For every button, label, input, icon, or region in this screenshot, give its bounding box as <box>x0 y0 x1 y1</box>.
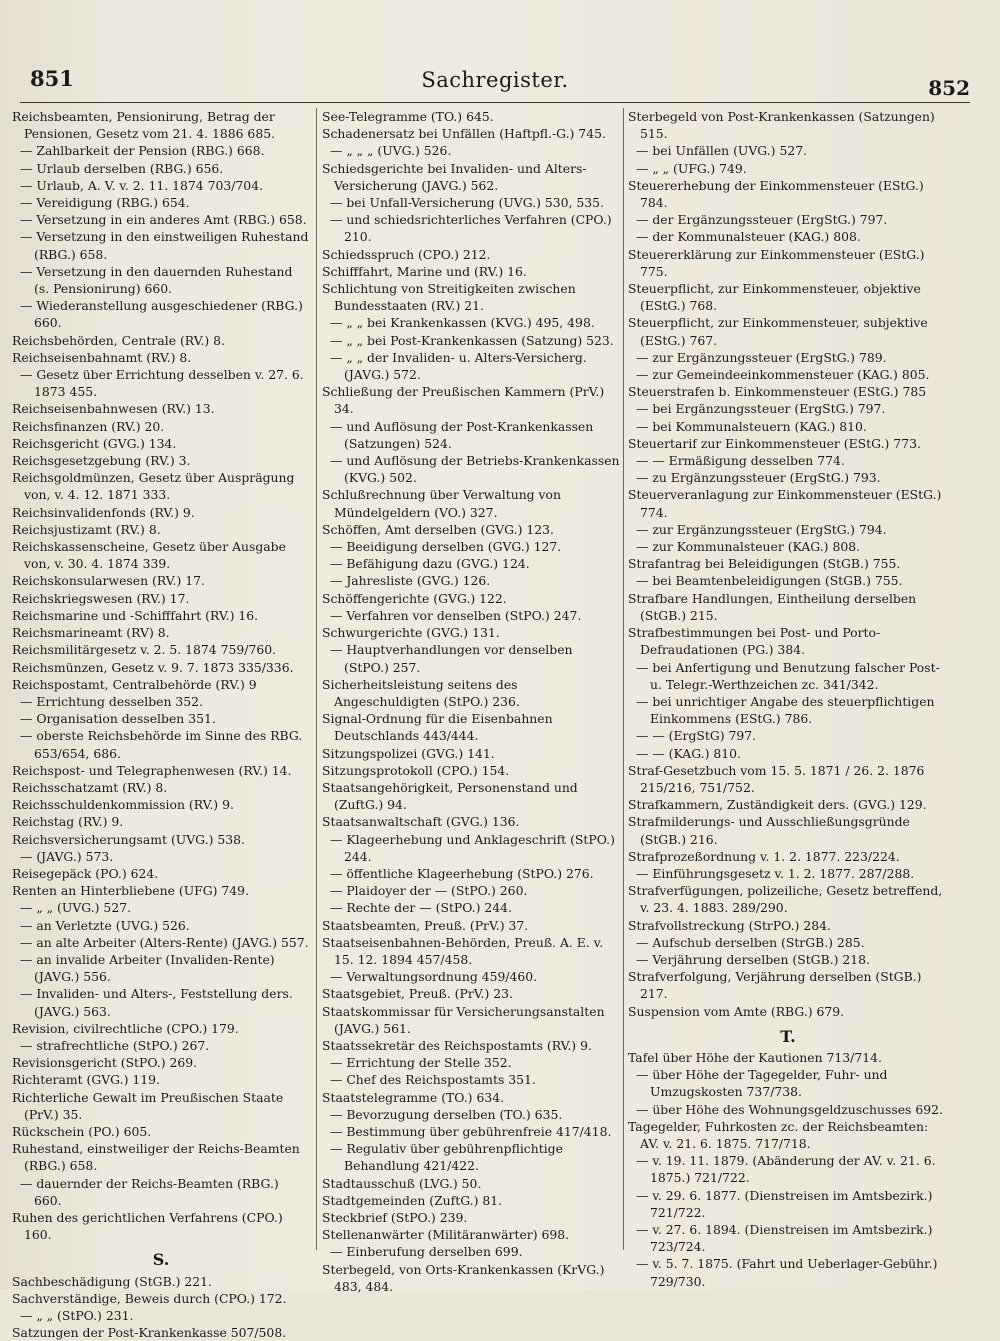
index-entry: Reichsmünzen, Gesetz v. 9. 7. 1873 335/336. <box>12 659 294 675</box>
index-subentry: — und Auflösung der Betriebs-Krankenkassen (KVG.) 502. <box>330 453 620 486</box>
index-subentry: — Organisation desselben 351. <box>20 711 216 727</box>
index-entry: Strafprozeßordnung v. 1. 2. 1877. 223/224. <box>628 848 900 864</box>
index-subentry: — v. 27. 6. 1894. (Dienstreisen im Amtsbezirk.) 723/724. <box>636 1222 933 1255</box>
index-subentry: — Jahresliste (GVG.) 126. <box>330 573 491 589</box>
index-subentry: — Gesetz über Errichtung desselben v. 27. 6. 1873 455. <box>20 367 304 400</box>
index-entry: Richteramt (GVG.) 119. <box>12 1072 160 1088</box>
column-divider <box>623 108 624 1250</box>
index-subentry: — „ „ (UFG.) 749. <box>636 160 747 176</box>
index-entry: Reichsgoldmünzen, Gesetz über Ausprägung von, v. 4. 12. 1871 333. <box>12 470 295 503</box>
index-entry: Revisionsgericht (StPO.) 269. <box>12 1055 198 1071</box>
index-entry: Revision, civilrechtliche (CPO.) 179. <box>12 1020 239 1036</box>
index-column-left <box>12 108 310 1341</box>
index-subentry: — öffentliche Klageerhebung (StPO.) 276. <box>330 865 594 881</box>
index-entry: Staatssekretär des Reichspostamts (RV.) 9. <box>322 1037 592 1053</box>
index-entry: Reichsgesetzgebung (RV.) 3. <box>12 453 191 469</box>
index-subentry: — an Verletzte (UVG.) 526. <box>20 917 190 933</box>
index-entry: Reichskassenscheine, Gesetz über Ausgabe von, v. 30. 4. 1874 339. <box>12 539 286 572</box>
index-entry: Reisegepäck (PO.) 624. <box>12 865 159 881</box>
index-entry: Suspension vom Amte (RBG.) 679. <box>628 1003 845 1019</box>
index-subentry: — und schiedsrichterliches Verfahren (CPO.) 210. <box>330 212 612 245</box>
index-subentry: — strafrechtliche (StPO.) 267. <box>20 1037 210 1053</box>
index-entry: Stellenanwärter (Militäranwärter) 698. <box>322 1227 570 1243</box>
index-subentry: — „ „ bei Krankenkassen (KVG.) 495, 498. <box>330 315 595 331</box>
index-entry: Reichsinvalidenfonds (RV.) 9. <box>12 504 195 520</box>
index-subentry: — „ „ (StPO.) 231. <box>20 1308 134 1324</box>
index-entry: Stadtgemeinden (ZuftG.) 81. <box>322 1192 503 1208</box>
index-subentry: — dauernder der Reichs-Beamten (RBG.) 660. <box>20 1175 279 1208</box>
index-entry: Staatsbeamten, Preuß. (PrV.) 37. <box>322 917 529 933</box>
index-subentry: — Vereidigung (RBG.) 654. <box>20 195 190 211</box>
index-entry: Steuerveranlagung zur Einkommensteuer (EStG.) 774. <box>628 487 942 520</box>
index-entry: Steuererhebung der Einkommensteuer (EStG.) 784. <box>628 177 924 211</box>
index-entry: Reichseisenbahnwesen (RV.) 13. <box>12 401 215 417</box>
index-subentry: — „ „ (UVG.) 527. <box>20 900 132 916</box>
index-subentry: — v. 5. 7. 1875. (Fahrt und Ueberlager-Gebühr.) 729/730. <box>636 1256 938 1289</box>
index-subentry: — Einführungsgesetz v. 1. 2. 1877. 287/288. <box>636 865 915 881</box>
index-entry: Strafmilderungs- und Ausschließungsgründe (StGB.) 216. <box>628 814 910 847</box>
index-entry: Staatskommissar für Versicherungsanstalten (JAVG.) 561. <box>322 1003 605 1036</box>
index-entry: Reichspost- und Telegraphenwesen (RV.) 14. <box>12 762 292 778</box>
index-subentry: — „ „ der Invaliden- u. Alters-Versicherg. (JAVG.) 572. <box>330 349 587 383</box>
index-entry: Sitzungspolizei (GVG.) 141. <box>322 745 495 761</box>
index-entry: Sachbeschädigung (StGB.) 221. <box>12 1273 212 1289</box>
index-entry: Stadtausschuß (LVG.) 50. <box>322 1175 482 1191</box>
index-entry: Schöffen, Amt derselben (GVG.) 123. <box>322 521 554 537</box>
index-subentry: — v. 19. 11. 1879. (Abänderung der AV. v. 21. 6. 1875.) 721/722. <box>636 1153 936 1186</box>
index-entry: Reichsjustizamt (RV.) 8. <box>12 521 161 537</box>
index-subentry: — Verwaltungsordnung 459/460. <box>330 969 538 985</box>
index-subentry: — Bevorzugung derselben (TO.) 635. <box>330 1106 563 1122</box>
index-entry: Tafel über Höhe der Kautionen 713/714. <box>628 1049 882 1065</box>
index-subentry: — an alte Arbeiter (Alters-Rente) (JAVG.) 557. <box>20 934 309 950</box>
index-entry: Reichsschuldenkommission (RV.) 9. <box>12 797 234 813</box>
index-entry: Schließung der Preußischen Kammern (PrV.) 34. <box>322 384 605 417</box>
column-divider <box>316 108 317 1250</box>
index-entry: Sitzungsprotokoll (CPO.) 154. <box>322 762 510 778</box>
index-entry: Reichsmarine und -Schifffahrt (RV.) 16. <box>12 607 259 623</box>
page-title: Sachregister. <box>421 68 569 92</box>
index-column-middle <box>322 108 620 1294</box>
index-entry: Steuerpflicht, zur Einkommensteuer, objektive (EStG.) 768. <box>628 281 921 314</box>
index-entry: Reichseisenbahnamt (RV.) 8. <box>12 349 192 365</box>
index-subentry: — bei Unfällen (UVG.) 527. <box>636 143 808 159</box>
index-subentry: — bei Unfall-Versicherung (UVG.) 530, 535. <box>330 195 605 211</box>
index-entry: Sterbegeld von Post-Krankenkassen (Satzungen) 515. <box>628 109 935 142</box>
index-subentry: — Hauptverhandlungen vor denselben (StPO.) 257. <box>330 642 573 675</box>
index-entry: Richterliche Gewalt im Preußischen Staate (PrV.) 35. <box>12 1089 284 1122</box>
index-entry: Strafbare Handlungen, Eintheilung derselben (StGB.) 215. <box>628 590 917 623</box>
index-subentry: — Versetzung in ein anderes Amt (RBG.) 658. <box>20 212 307 228</box>
index-subentry: — Verjährung derselben (StGB.) 218. <box>636 951 870 967</box>
index-subentry: — Chef des Reichspostamts 351. <box>330 1072 536 1088</box>
index-entry: See-Telegramme (TO.) 645. <box>322 109 494 124</box>
index-entry: Renten an Hinterbliebene (UFG) 749. <box>12 883 250 899</box>
index-entry: Staatsgebiet, Preuß. (PrV.) 23. <box>322 986 513 1002</box>
index-subentry: — Invaliden- und Alters-, Feststellung ders. (JAVG.) 563. <box>20 986 293 1019</box>
index-entry: Strafkammern, Zuständigkeit ders. (GVG.) 129. <box>628 797 927 813</box>
index-entry: Strafverfolgung, Verjährung derselben (StGB.) 217. <box>628 969 922 1002</box>
index-column-right <box>628 108 948 1289</box>
index-subentry: — v. 29. 6. 1877. (Dienstreisen im Amtsbezirk.) 721/722. <box>636 1187 933 1220</box>
index-entry: Reichstag (RV.) 9. <box>12 814 124 830</box>
index-entry: Reichsbeamten, Pensionirung, Betrag der Pensionen, Gesetz vom 21. 4. 1886 685. <box>12 109 276 142</box>
index-subentry: — (JAVG.) 573. <box>20 848 114 864</box>
index-subentry: — Verfahren vor denselben (StPO.) 247. <box>330 607 582 623</box>
index-subentry: — an invalide Arbeiter (Invaliden-Rente) (JAVG.) 556. <box>20 951 275 985</box>
index-entry: Reichsfinanzen (RV.) 20. <box>12 418 165 434</box>
index-entry: Ruhen des gerichtlichen Verfahrens (CPO.) 160. <box>12 1210 283 1243</box>
index-entry: Schöffengerichte (GVG.) 122. <box>322 590 507 606</box>
index-subentry: — Wiederanstellung ausgeschiedener (RBG.) 660. <box>20 298 303 331</box>
index-subentry: — — (ErgStG) 797. <box>636 728 757 744</box>
index-subentry: — der Kommunalsteuer (KAG.) 808. <box>636 229 861 245</box>
index-entry: Schifffahrt, Marine und (RV.) 16. <box>322 263 527 279</box>
index-subentry: — Errichtung desselben 352. <box>20 693 203 709</box>
index-entry: Schwurgerichte (GVG.) 131. <box>322 625 500 641</box>
index-entry: Staatseisenbahnen-Behörden, Preuß. A. E. v. 15. 12. 1894 457/458. <box>322 934 604 967</box>
index-subentry: — zur Kommunalsteuer (KAG.) 808. <box>636 539 861 555</box>
page-header <box>20 62 970 103</box>
index-subentry: — Regulativ über gebührenpflichtige Behandlung 421/422. <box>330 1141 563 1174</box>
index-subentry: — — (KAG.) 810. <box>636 745 741 761</box>
index-entry: Sicherheitsleistung seitens des Angeschuldigten (StPO.) 236. <box>322 676 520 709</box>
index-subentry: — und Auflösung der Post-Krankenkassen (Satzungen) 524. <box>330 418 594 451</box>
index-entry: Steuerpflicht, zur Einkommensteuer, subjektive (EStG.) 767. <box>628 315 928 348</box>
index-entry: Reichskriegswesen (RV.) 17. <box>12 590 190 606</box>
index-entry: Steuerstrafen b. Einkommensteuer (EStG.) 785 <box>628 384 927 400</box>
index-subentry: — bei Beamtenbeleidigungen (StGB.) 755. <box>636 573 903 589</box>
index-subentry: — Urlaub, A. V. v. 2. 11. 1874 703/704. <box>20 177 264 193</box>
index-entry: Reichsmilitärgesetz v. 2. 5. 1874 759/760. <box>12 642 277 658</box>
index-entry: Staatsanwaltschaft (GVG.) 136. <box>322 814 520 830</box>
index-entry: Reichsversicherungsamt (UVG.) 538. <box>12 831 245 847</box>
index-entry: Schlußrechnung über Verwaltung von Mündelgeldern (VO.) 327. <box>322 487 561 520</box>
index-entry: Staatsangehörigkeit, Personenstand und (ZuftG.) 94. <box>322 779 578 813</box>
index-entry: Sterbegeld, von Orts-Krankenkassen (KrVG.) 483, 484. <box>322 1261 605 1294</box>
index-subentry: — Versetzung in den dauernden Ruhestand (s. Pensionirung) 660. <box>20 263 293 297</box>
index-subentry: — Bestimmung über gebührenfreie 417/418. <box>330 1123 612 1139</box>
index-subentry: — „ „ „ (UVG.) 526. <box>330 143 452 159</box>
index-entry: Steckbrief (StPO.) 239. <box>322 1210 468 1225</box>
index-subentry: — zur Ergänzungssteuer (ErgStG.) 789. <box>636 349 887 365</box>
index-entry: Tagegelder, Fuhrkosten zc. der Reichsbeamten: AV. v. 21. 6. 1875. 717/718. <box>628 1118 929 1151</box>
index-entry: Schiedsgerichte bei Invaliden- und Alters-Versicherung (JAVG.) 562. <box>322 160 587 193</box>
page-number-left: 851 <box>30 66 74 91</box>
index-subentry: — bei Kommunalsteuern (KAG.) 810. <box>636 418 867 434</box>
index-subentry: — Urlaub derselben (RBG.) 656. <box>20 160 224 176</box>
index-entry: Reichskonsularwesen (RV.) 17. <box>12 573 205 589</box>
index-subentry: — Befähigung dazu (GVG.) 124. <box>330 556 530 572</box>
index-subentry: — Plaidoyer der — (StPO.) 260. <box>330 883 528 899</box>
index-entry: Strafverfügungen, polizeiliche, Gesetz betreffend, v. 23. 4. 1883. 289/290. <box>628 883 943 916</box>
index-subentry: — Zahlbarkeit der Pension (RBG.) 668. <box>20 143 265 159</box>
index-subentry: — Aufschub derselben (StrGB.) 285. <box>636 934 865 950</box>
index-entry: Reichsschatzamt (RV.) 8. <box>12 779 168 795</box>
index-subentry: — bei Anfertigung und Benutzung falscher Post- u. Telegr.-Werthzeichen zc. 341/342. <box>636 659 940 692</box>
index-subentry: — Einberufung derselben 699. <box>330 1244 523 1260</box>
index-entry: Schiedsspruch (CPO.) 212. <box>322 246 491 262</box>
index-entry: Signal-Ordnung für die Eisenbahnen Deutschlands 443/444. <box>322 711 553 744</box>
index-subentry: — über Höhe der Tagegelder, Fuhr- und Umzugskosten 737/738. <box>636 1067 888 1100</box>
index-subentry: — Errichtung der Stelle 352. <box>330 1055 512 1071</box>
index-entry: Steuertarif zur Einkommensteuer (EStG.) 773. <box>628 435 921 451</box>
section-letter: S. <box>152 1250 170 1270</box>
index-entry: Schlichtung von Streitigkeiten zwischen Bundesstaaten (RV.) 21. <box>322 281 576 314</box>
index-subentry: — der Ergänzungssteuer (ErgStG.) 797. <box>636 212 888 228</box>
index-entry: Steuererklärung zur Einkommensteuer (EStG.) 775. <box>628 246 925 279</box>
index-entry: Reichsbehörden, Centrale (RV.) 8. <box>12 332 226 348</box>
index-entry: Schadenersatz bei Unfällen (Haftpfl.-G.) 745. <box>322 126 606 142</box>
index-entry: Sachverständige, Beweis durch (CPO.) 172. <box>12 1290 287 1306</box>
index-entry: Strafbestimmungen bei Post- und Porto-Defraudationen (PG.) 384. <box>628 625 881 658</box>
index-subentry: — bei unrichtiger Angabe des steuerpflichtigen Einkommens (EStG.) 786. <box>636 693 935 727</box>
index-subentry: — bei Ergänzungssteuer (ErgStG.) 797. <box>636 401 886 417</box>
index-subentry: — „ „ bei Post-Krankenkassen (Satzung) 523. <box>330 332 614 348</box>
index-entry: Straf-Gesetzbuch vom 15. 5. 1871 / 26. 2. 1876 215/216, 751/752. <box>628 762 925 795</box>
index-subentry: — oberste Reichsbehörde im Sinne des RBG. 653/654, 686. <box>20 728 303 761</box>
index-subentry: — Versetzung in den einstweiligen Ruhestand (RBG.) 658. <box>20 229 309 262</box>
index-subentry: — zur Gemeindeeinkommensteuer (KAG.) 805. <box>636 367 930 383</box>
index-entry: Satzungen der Post-Krankenkasse 507/508. <box>12 1325 287 1341</box>
index-entry: Reichspostamt, Centralbehörde (RV.) 9 <box>12 676 257 692</box>
index-entry: Reichsmarineamt (RV) 8. <box>12 625 170 641</box>
section-letter: T. <box>780 1026 796 1046</box>
index-entry: Staatstelegramme (TO.) 634. <box>322 1089 505 1105</box>
index-subentry: — Klageerhebung und Anklageschrift (StPO.) 244. <box>330 831 615 864</box>
index-entry: Ruhestand, einstweiliger der Reichs-Beamten (RBG.) 658. <box>12 1141 300 1174</box>
index-entry: Strafantrag bei Beleidigungen (StGB.) 755. <box>628 556 901 572</box>
index-subentry: — über Höhe des Wohnungsgeldzuschusses 692. <box>636 1101 943 1117</box>
page-number-right: 852 <box>928 76 970 100</box>
index-entry: Rückschein (PO.) 605. <box>12 1123 152 1139</box>
index-subentry: — Beeidigung derselben (GVG.) 127. <box>330 539 562 555</box>
index-subentry: — — Ermäßigung desselben 774. <box>636 453 845 469</box>
index-subentry: — zu Ergänzungssteuer (ErgStG.) 793. <box>636 470 881 486</box>
index-subentry: — Rechte der — (StPO.) 244. <box>330 900 512 916</box>
index-entry: Strafvollstreckung (StrPO.) 284. <box>628 917 831 933</box>
index-entry: Reichsgericht (GVG.) 134. <box>12 435 177 451</box>
index-subentry: — zur Ergänzungssteuer (ErgStG.) 794. <box>636 521 887 537</box>
